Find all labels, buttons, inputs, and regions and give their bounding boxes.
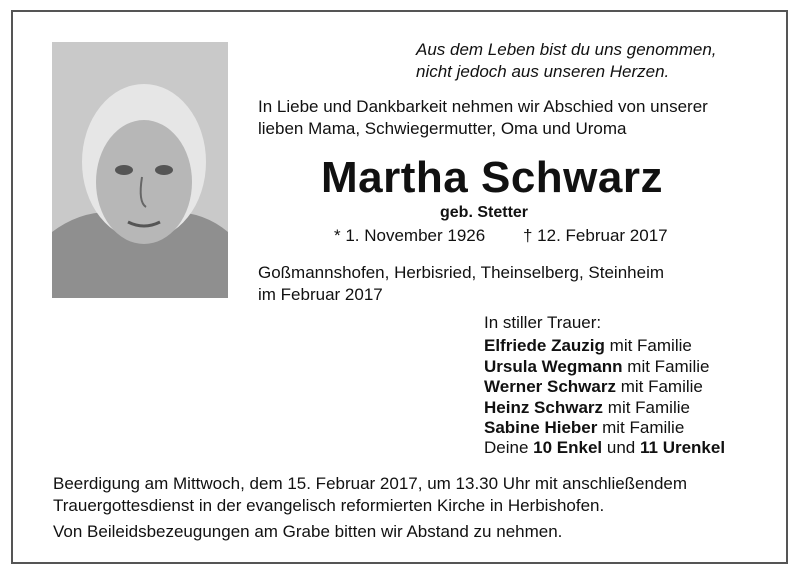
death-date: † 12. Februar 2017: [523, 226, 668, 245]
grandkids-prefix: Deine: [484, 438, 529, 457]
quote-line-1: Aus dem Leben bist du uns genommen,: [416, 40, 717, 59]
grandkids-line: [484, 437, 725, 459]
mourner-line: [484, 356, 709, 378]
mourner-line: [484, 376, 703, 398]
mourner-suffix: mit Familie: [607, 398, 690, 417]
mourner-suffix: mit Familie: [602, 418, 685, 437]
mourner-name: Elfriede Zauzig: [484, 336, 605, 355]
mourner-line: [484, 397, 690, 419]
urenkel-count: 11 Urenkel: [640, 438, 726, 457]
maiden-name: geb. Stetter: [440, 204, 529, 221]
portrait-image: [52, 42, 228, 298]
mourner-suffix: mit Familie: [609, 336, 692, 355]
intro-line-1: In Liebe und Dankbarkeit nehmen wir Abschied von unserer: [258, 97, 708, 116]
mourner-name: Werner Schwarz: [484, 377, 616, 396]
mourner-name: Ursula Wegmann: [484, 357, 623, 376]
birth-date: * 1. November 1926: [334, 226, 486, 245]
portrait-photo: [52, 42, 228, 298]
mourner-suffix: mit Familie: [620, 377, 703, 396]
place-line-1: Goßmannshofen, Herbisried, Theinselberg, Steinheim: [258, 263, 665, 282]
enkel-count: 10 Enkel: [533, 438, 603, 457]
mourner-line: [484, 417, 684, 439]
mourner-line: [484, 335, 692, 357]
mourner-name: Heinz Schwarz: [484, 398, 604, 417]
funeral-line-1: Beerdigung am Mittwoch, dem 15. Februar 2017, um 13.30 Uhr mit anschließendem: [53, 474, 688, 493]
quote-line-2: nicht jedoch aus unseren Herzen.: [416, 62, 670, 81]
mourners-heading: In stiller Trauer:: [484, 313, 602, 332]
intro-line-2: lieben Mama, Schwiegermutter, Oma und Uroma: [258, 119, 627, 138]
deceased-name: Martha Schwarz: [321, 153, 663, 202]
mourner-name: Sabine Hieber: [484, 418, 598, 437]
mourner-suffix: mit Familie: [627, 357, 710, 376]
place-line-2: im Februar 2017: [258, 285, 383, 304]
grandkids-and: und: [606, 438, 636, 457]
funeral-line-2: Trauergottesdienst in der evangelisch reformierten Kirche in Herbishofen.: [53, 496, 605, 515]
condolence-note: Von Beileidsbezeugungen am Grabe bitten wir Abstand zu nehmen.: [53, 522, 563, 541]
